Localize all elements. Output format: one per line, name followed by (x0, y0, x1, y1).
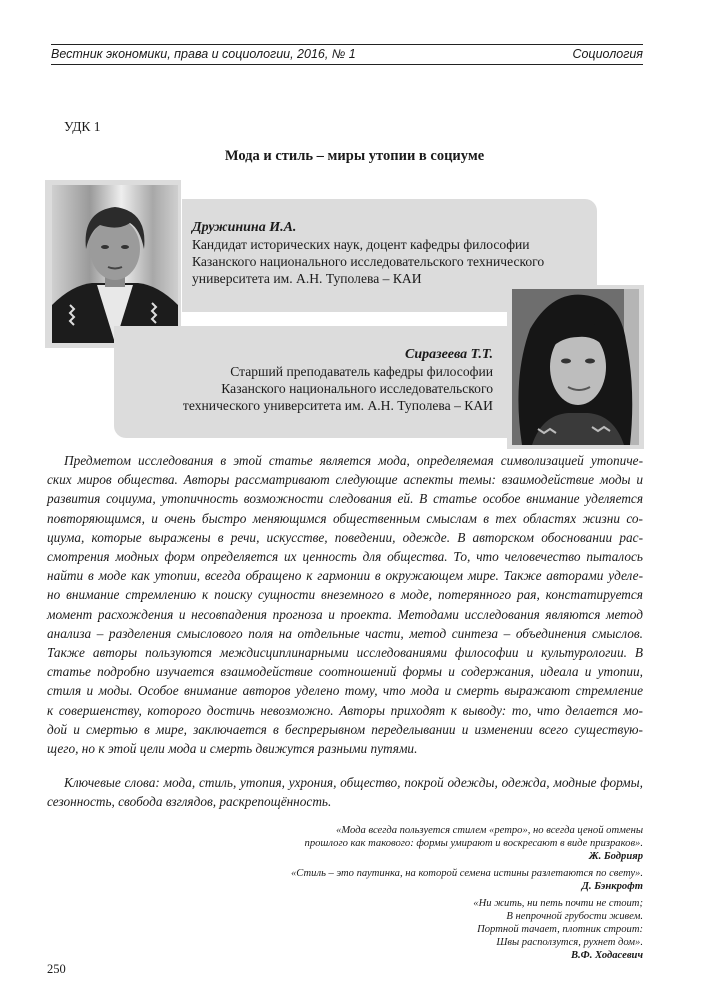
keywords-line: сезонность, свобода взглядов, раскрепощённость. (47, 794, 332, 810)
keywords-line: Ключевые слова: мода, стиль, утопия, ухрония, общество, покрой одежды, одежда, модные формы, (64, 775, 643, 790)
abstract-line: но внимание стремлению к поиску сущности внеземного в моде, потерянного рая, констатируется (47, 587, 643, 603)
author-2-photo (512, 289, 639, 445)
epigraph-bancroft (291, 867, 643, 893)
epigraph-baudrillard (305, 824, 643, 863)
abstract-line: стиля и моды. Особое внимание авторов уделено тому, что мода и смерть выражают стремление (47, 683, 643, 699)
epigraph-line: Швы расползутся, рухнет дом». (496, 937, 643, 948)
page-number: 250 (47, 962, 66, 976)
epigraph-author: В.Ф. Ходасевич (570, 950, 643, 961)
abstract-line: статье подробно изучается взаимодействие соотношений формы и содержания, идеала и утопии, (47, 664, 643, 680)
abstract-line: анализа – разделения смыслового поля на отдельные части, метод синтеза – объединения смыслов. (47, 625, 643, 641)
abstract-line: момент расхождения и несовпадения прогноза и проекта. Методами исследования являются метод (47, 606, 643, 622)
portrait-image-1 (52, 185, 178, 343)
abstract-line: развития социума, утопичность возможности следования ей. В статье особое внимание уделяется (47, 491, 643, 507)
header-top-rule (51, 44, 643, 45)
epigraph-line: В непрочной грубости живем. (506, 911, 643, 922)
abstract-line: циума, которые выражены в речи, искусстве, поведении, одежде. В авторском обосновании рас- (47, 529, 643, 545)
abstract-line: щего, но к этой цели мода и смерть движутся разными путями. (47, 741, 418, 757)
author-1-photo (52, 185, 178, 343)
author-2-name: Сиразеева Т.Т. (404, 347, 493, 362)
epigraph-line: прошлого как такового: формы умирают и воскресают в виде призраков». (304, 838, 643, 849)
keywords (47, 773, 643, 811)
abstract (47, 451, 643, 758)
abstract-line: смотрения модных форм определяется их ценность для общества. То, что человечество пыталось (47, 549, 643, 565)
author-2-affiliation-line: Казанского национального исследовательского (221, 381, 493, 396)
udk-code: УДК 1 (64, 119, 101, 134)
epigraph-author: Д. Бэнкрофт (581, 881, 643, 892)
running-header-journal: Вестник экономики, права и социологии, 2016, № 1 (51, 47, 356, 61)
author-2-affiliation-line: технического университета им. А.Н. Туполева – КАИ (182, 398, 493, 413)
header-bottom-rule (51, 64, 643, 65)
author-1-affiliation-line: Казанского национального исследовательского технического (192, 254, 545, 269)
author-2-affiliation-line: Старший преподаватель кафедры философии (230, 364, 493, 379)
abstract-line: дой и смертью в мире, заключается в беспрерывном переделывании и изменении всего существую- (47, 721, 643, 737)
epigraph-author: Ж. Бодрияр (588, 851, 643, 862)
author-1-affiliation-line: Кандидат исторических наук, доцент кафедры философии (192, 237, 530, 252)
abstract-line: найти в моде как утопии, всегда обращено к гармонии в окружающем мире. Также авторами уделе- (47, 568, 643, 584)
epigraph-line: «Стиль – это паутинка, на которой семена истины разлетаются по свету». (290, 868, 643, 879)
author-1-name: Дружинина И.А. (192, 220, 297, 235)
abstract-line: Предметом исследования в этой статье является мода, определяемая символизацией утопиче- (64, 453, 643, 468)
epigraph-khodasevich (473, 897, 643, 962)
epigraph-line: Портной тачает, плотник строит: (477, 924, 643, 935)
abstract-line: Также авторы пользуются междисциплинарными исследованиями философии и культурологии. В (47, 645, 643, 661)
abstract-line: ских миров общества. Авторы рассматривают следующие аспекты темы: взаимодействие моды и (47, 472, 643, 488)
portrait-image-2 (512, 289, 639, 445)
author-1-info (192, 219, 544, 287)
article-title: Мода и стиль – миры утопии в социуме (224, 148, 485, 164)
abstract-line: повторяющимся, и очень быстро меняющимся общественным смыслам в тех областях жизни со- (47, 510, 643, 526)
epigraph-line: «Мода всегда пользуется стилем «ретро», но всегда ценой отмены (336, 825, 643, 836)
epigraph-line: «Ни жить, ни петь почти не стоит; (473, 898, 643, 909)
author-2-info (183, 346, 493, 414)
author-1-affiliation-line: университета им. А.Н. Туполева – КАИ (192, 271, 422, 286)
abstract-line: к совершенству, которого достичь невозможно. Авторы приходят к выводу: то, что делается мо- (47, 702, 643, 718)
running-header-section: Социология (572, 47, 643, 61)
